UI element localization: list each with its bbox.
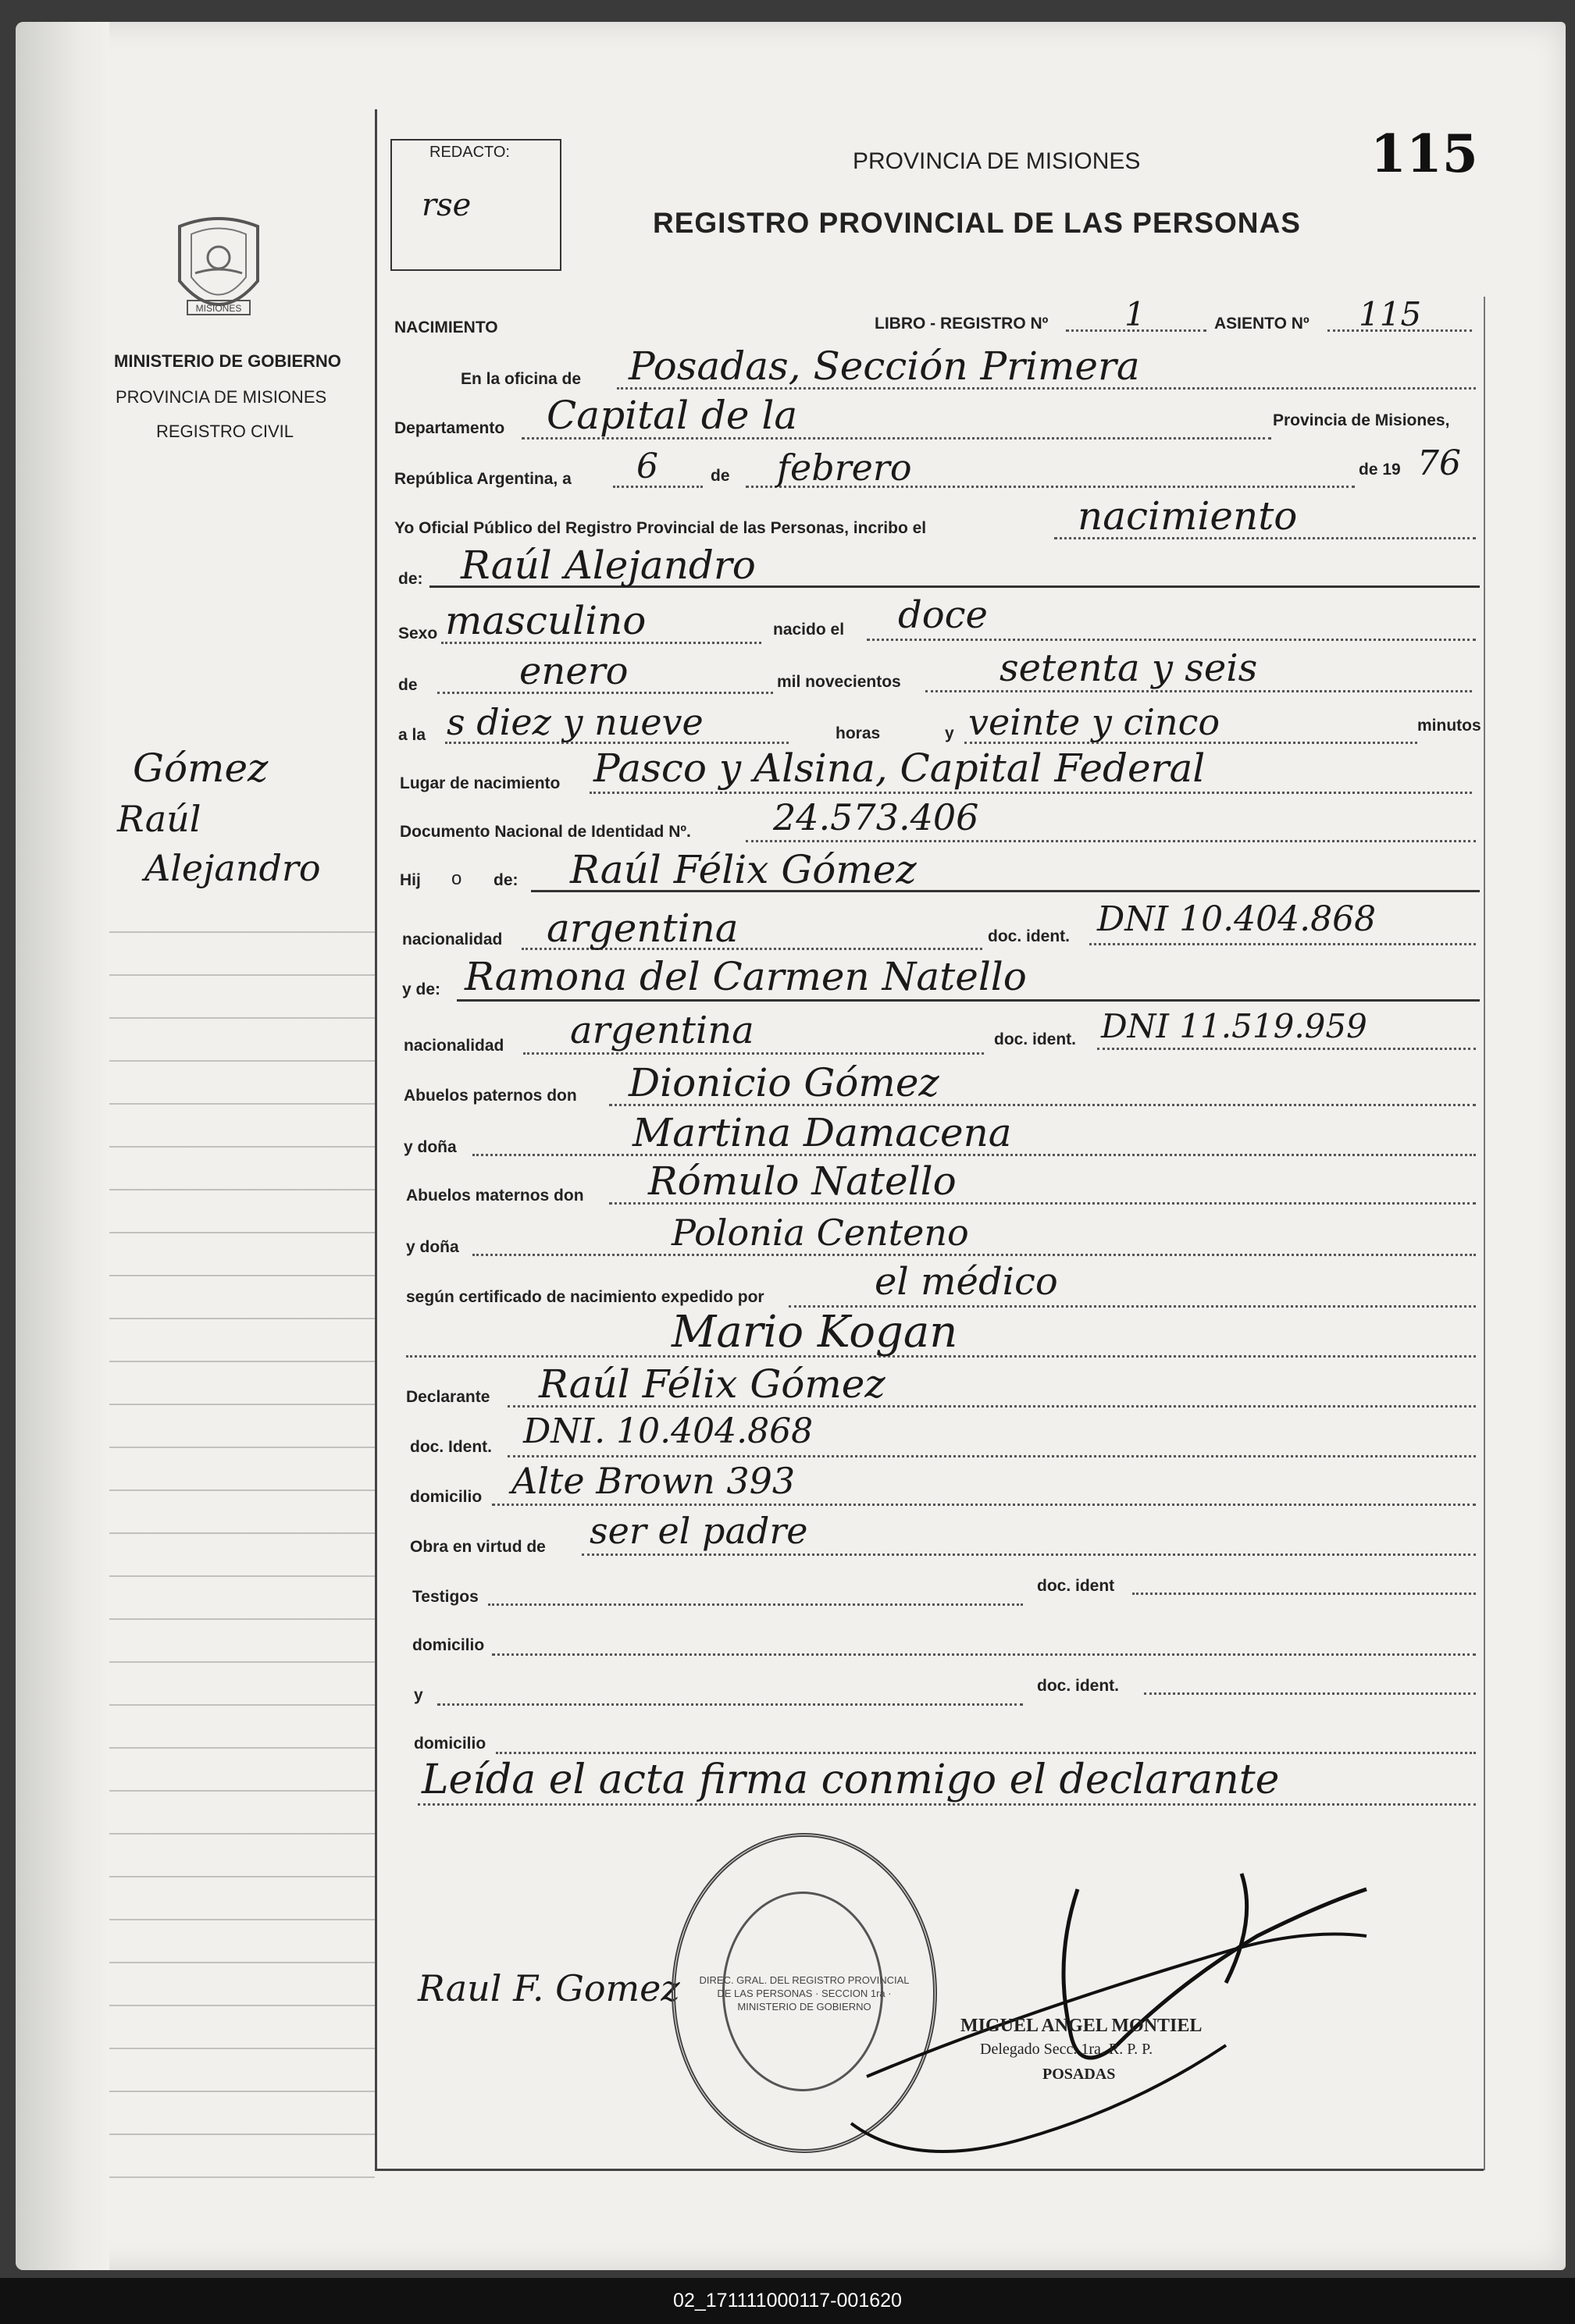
official-name: MIGUEL ANGEL MONTIEL [960, 2016, 1203, 2036]
abuelo-mat-value: Rómulo Natello [648, 1158, 957, 1204]
libro-value: 1 [1124, 295, 1146, 333]
form-right-border [1484, 297, 1485, 2170]
madre-line [457, 999, 1480, 1002]
doc-decl-value: DNI. 10.404.868 [523, 1411, 814, 1451]
padre-value: Raúl Félix Gómez [570, 847, 917, 892]
declarante-label: Declarante [406, 1388, 490, 1406]
doc-test-label: doc. ident [1037, 1577, 1115, 1595]
margin-divider-line [375, 109, 377, 2170]
doc-test-line [1132, 1593, 1476, 1595]
de-nombre-label: de: [398, 570, 423, 588]
abuela-pat-value: Martina Damacena [632, 1110, 1012, 1155]
libro-label: LIBRO - REGISTRO Nº [875, 315, 1049, 333]
book-spine [16, 22, 109, 2270]
nac-madre-label: nacionalidad [404, 1037, 504, 1055]
registry-label: REGISTRO CIVIL [156, 422, 294, 441]
departamento-label: Departamento [394, 419, 505, 437]
seal-text: DIREC. GRAL. DEL REGISTRO PROVINCIAL DE LAS PERSONAS · SECCION 1ra · MINISTERIO DE GOBIERNO [699, 1974, 910, 2013]
redacto-value: rse [422, 187, 472, 223]
doc-decl-label: doc. Ident. [410, 1438, 492, 1456]
doc-padre-line [1089, 943, 1476, 945]
nac-padre-label: nacionalidad [402, 931, 503, 948]
page-number: 115 [1370, 123, 1478, 184]
margin-note-name2: Alejandro [144, 847, 321, 889]
redacto-label: REDACTO: [429, 144, 510, 161]
y-de-label: y de: [402, 980, 441, 998]
province-crest-icon [164, 211, 273, 328]
minutos-value: veinte y cinco [968, 701, 1220, 743]
obra-label: Obra en virtud de [410, 1538, 546, 1556]
de19-label: de 19 [1359, 461, 1401, 479]
sexo-label: Sexo [398, 625, 438, 642]
doc-decl-line [508, 1455, 1476, 1457]
sexo-value: masculino [445, 598, 647, 643]
declarante-value: Raúl Félix Gómez [539, 1361, 885, 1407]
page-title: REGISTRO PROVINCIAL DE LAS PERSONAS [653, 207, 1301, 239]
asiento-value: 115 [1359, 295, 1422, 333]
certificado-label: según certificado de nacimiento expedido por [406, 1288, 764, 1306]
de-label: de [711, 467, 730, 485]
mes-value: febrero [777, 447, 912, 489]
mes-nac-value: enero [519, 650, 629, 693]
dia-value: 6 [636, 447, 658, 486]
hijo-label: Hij [400, 871, 421, 889]
dni-label: Documento Nacional de Identidad Nº. [400, 823, 691, 841]
testigos-label: Testigos [412, 1588, 479, 1606]
de-mes-label: de [398, 676, 418, 694]
anio-nac-value: setenta y seis [1000, 646, 1258, 690]
anio-nac-line [925, 690, 1472, 692]
doc-madre-value: DNI 11.519.959 [1101, 1007, 1367, 1045]
abuelos-pat-label: Abuelos paternos don [404, 1087, 577, 1105]
y-dona-label-2: y doña [406, 1238, 459, 1256]
y-test-line [437, 1703, 1023, 1706]
doc-padre-value: DNI 10.404.868 [1097, 899, 1377, 939]
margin-ruled-lines [109, 890, 375, 2201]
doc-test2-line [1144, 1692, 1476, 1695]
doc-madre-label: doc. ident. [994, 1030, 1076, 1048]
official-signature-scribble [820, 1842, 1445, 2170]
madre-value: Ramona del Carmen Natello [465, 954, 1027, 999]
asiento-label: ASIENTO Nº [1214, 315, 1310, 333]
provincia-suffix: Provincia de Misiones, [1273, 411, 1450, 429]
y-test-label: y [414, 1686, 423, 1704]
lugar-value: Pasco y Alsina, Capital Federal [593, 746, 1206, 791]
image-caption: 02_171111000117-001620 [0, 2278, 1575, 2324]
horas-value: s diez y nueve [447, 701, 704, 743]
header-province: PROVINCIA DE MISIONES [853, 148, 1141, 174]
oficina-label: En la oficina de [461, 370, 582, 388]
hijo-de-label: de: [494, 871, 518, 889]
nac-madre-line [523, 1052, 984, 1055]
domicilio-test-label: domicilio [412, 1636, 485, 1654]
nacido-line [867, 639, 1476, 641]
certificado-value: el médico [875, 1260, 1058, 1304]
abuela-mat-value: Polonia Centeno [672, 1212, 969, 1254]
domicilio-label: domicilio [410, 1488, 483, 1506]
dni-line [746, 840, 1476, 842]
abuela-mat-line [472, 1254, 1476, 1256]
horas-label: horas [836, 724, 881, 742]
official-city: POSADAS [1042, 2066, 1116, 2083]
crest-text: MISIONES [195, 303, 242, 314]
medico-value: Mario Kogan [672, 1307, 958, 1358]
departamento-value: Capital de la [547, 393, 798, 438]
doc-madre-line [1097, 1048, 1476, 1050]
nacido-value: doce [898, 593, 988, 637]
y-dona-label-1: y doña [404, 1138, 457, 1156]
abuelos-mat-label: Abuelos maternos don [406, 1187, 584, 1205]
obra-value: ser el padre [590, 1510, 808, 1552]
testigos-line [488, 1603, 1023, 1606]
left-province-label: PROVINCIA DE MISIONES [116, 387, 327, 407]
nac-padre-value: argentina [547, 906, 739, 951]
lugar-line [590, 792, 1472, 794]
yo-oficial-label: Yo Oficial Público del Registro Provincial de las Personas, incribo el [394, 519, 927, 537]
republica-label: República Argentina, a [394, 470, 572, 488]
doc-test2-label: doc. ident. [1037, 1677, 1119, 1695]
acto-value: nacimiento [1078, 493, 1298, 539]
abuelo-pat-value: Dionicio Gómez [629, 1060, 939, 1105]
hijo-suffix: o [451, 868, 462, 889]
domicilio-test-line [492, 1653, 1476, 1656]
cierre-value: Leída el acta firma conmigo el declarante [422, 1756, 1280, 1803]
mil-label: mil novecientos [777, 673, 901, 691]
doc-padre-label: doc. ident. [988, 927, 1070, 945]
lugar-label: Lugar de nacimiento [400, 774, 561, 792]
obra-line [582, 1553, 1476, 1556]
domicilio-value: Alte Brown 393 [511, 1460, 796, 1502]
nac-madre-value: argentina [570, 1009, 754, 1052]
margin-note-name1: Raúl [117, 798, 201, 840]
domicilio-line [492, 1504, 1476, 1506]
margin-note-surname: Gómez [133, 746, 269, 791]
official-title: Delegado Secc. 1ra. R. P. P. [980, 2041, 1153, 2058]
nombre-value: Raúl Alejandro [461, 543, 756, 588]
y-label: y [945, 724, 954, 742]
nacido-label: nacido el [773, 621, 845, 639]
domicilio-test2-line [496, 1752, 1476, 1754]
a-las-label: a la [398, 726, 426, 744]
domicilio-test2-label: domicilio [414, 1735, 486, 1753]
oficina-value: Posadas, Sección Primera [629, 343, 1140, 389]
dni-value: 24.573.406 [773, 796, 979, 838]
ministry-label: MINISTERIO DE GOBIERNO [114, 351, 341, 371]
nacimiento-label: NACIMIENTO [394, 319, 498, 336]
cierre-line [418, 1803, 1476, 1806]
minutos-label: minutos [1417, 717, 1481, 735]
anio-value: 76 [1417, 443, 1461, 483]
declarante-signature: Raul F. Gomez [418, 1967, 680, 2009]
